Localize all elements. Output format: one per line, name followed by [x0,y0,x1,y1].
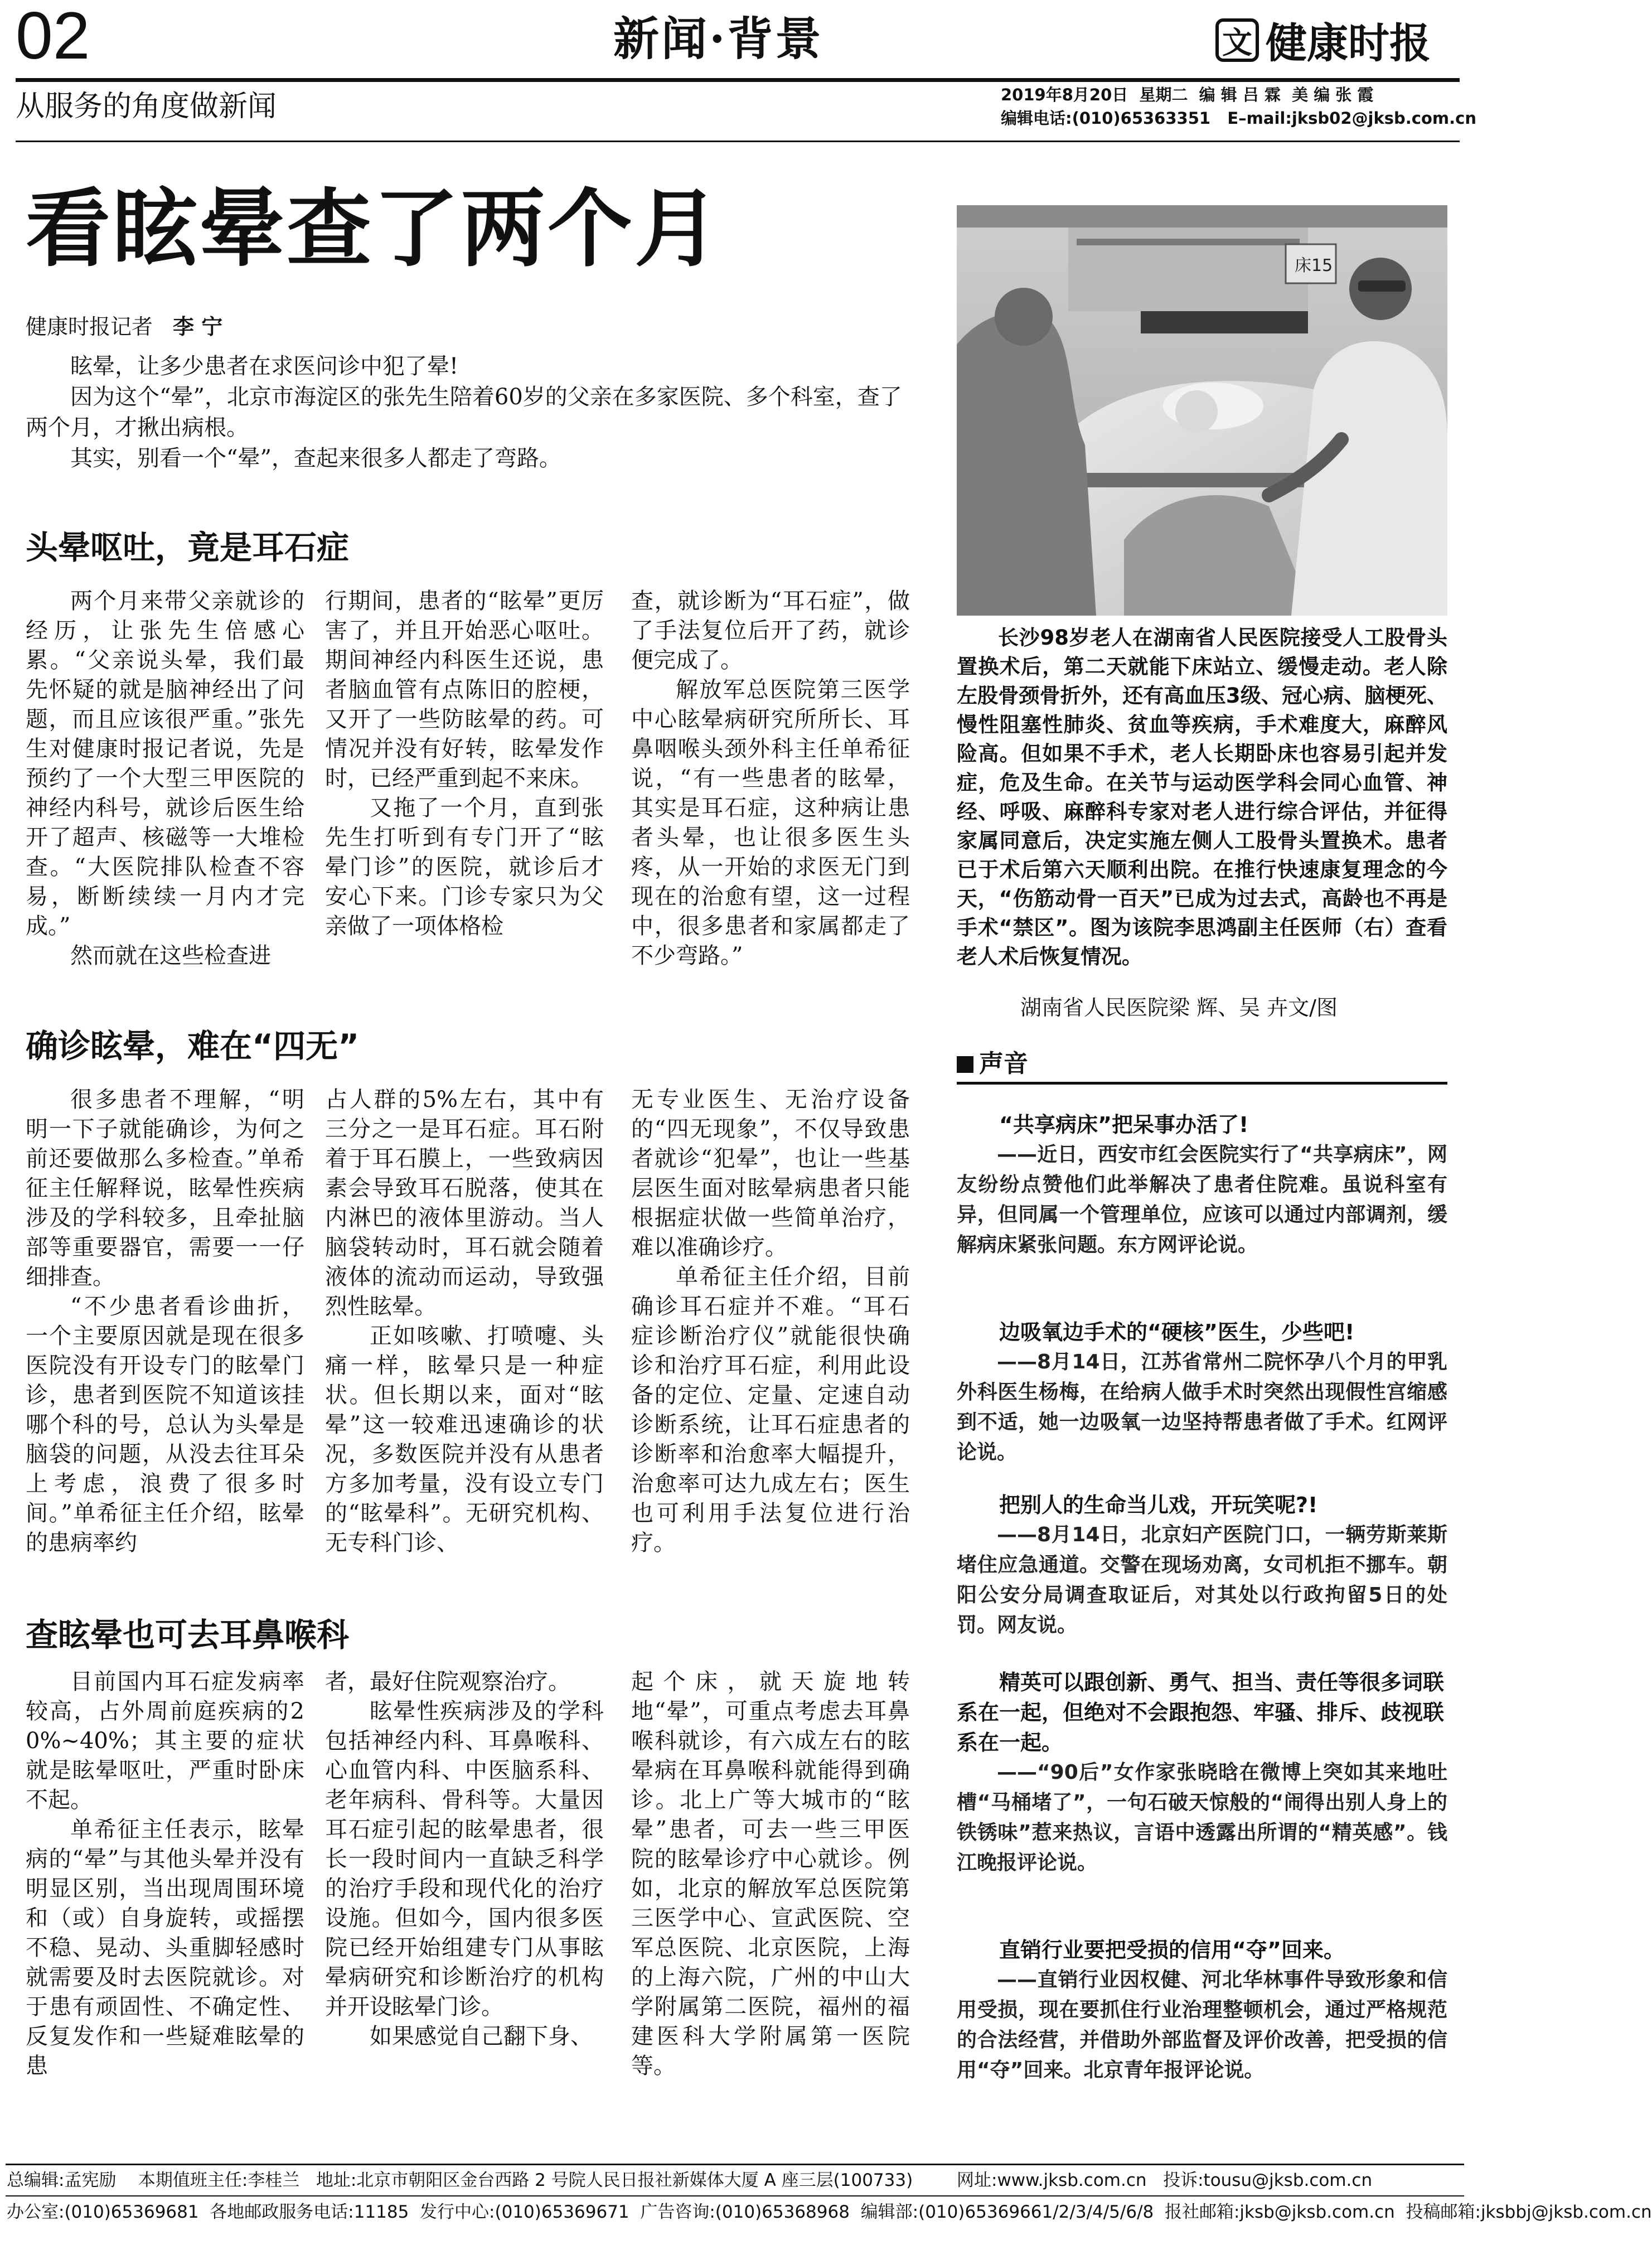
paragraph: 两个月来带父亲就诊的经历，让张先生倍感心累。“父亲说头晕，我们最先怀疑的就是脑神经出了问题，而且应该很严重。”张先生对健康时报记者说，先是预约了一个大型三甲医院的神经内科号，就诊后医生给开了超声、核磁等一大堆检查。“大医院排队检查不容易，断断续续一月内才完成。” [26,588,304,939]
intro-paragraph: 其实，别看一个“晕”，查起来很多人都走了弯路。 [70,446,561,471]
section-heading-1: 头晕呕吐，竟是耳石症 [26,529,350,567]
logo-mark-icon: 文 [1215,18,1259,62]
header-rule [16,141,1460,142]
paragraph: 然而就在这些检查进 [70,943,271,969]
footer-line-1: 总编辑:孟宪励 本期值班主任:李桂兰 地址:北京市朝阳区金台西路 2 号院人民日报社新媒体大厦 A 座三层(100733) 网址:www.jksb.com.cn 投诉:tousu@jksb.com.cn [7,2170,1373,2190]
voice-title: 直销行业要把受损的信用“夺”回来。 [999,1938,1345,1962]
voice-body: ——直销行业因权健、河北华林事件导致形象和信用受损，现在要抓住行业治理整顿机会，通过严格规范的合法经营，并借助外部监督及评价改善，把受损的信用“夺”回来。北京青年报评论说。 [957,1968,1447,2082]
section-1-column-2 [325,587,604,941]
intro-paragraph: 眩晕，让多少患者在求医问诊中犯了晕! [70,354,459,379]
masthead-rule [16,78,1460,82]
voice-body: ——8月14日，北京妇产医院门口，一辆劳斯莱斯堵住应急通道。交警在现场劝离，女司机拒不挪车。朝阳公安分局调查取证后，对其处以行政拘留5日的处罚。网友说。 [957,1523,1447,1637]
editor-contact: 编辑电话:(010)65363351 E–mail:jksb02@jksb.com.cn [1001,109,1476,128]
voice-item [957,1667,1447,1878]
article-intro [26,351,923,474]
section-3-column-2 [325,1667,604,2052]
voices-heading-label: 声音 [979,1049,1028,1078]
hospital-ward-photo [957,205,1447,616]
section-3-column-3 [631,1667,910,2081]
voice-title: 把别人的生命当儿戏，开玩笑呢?! [999,1493,1318,1517]
paragraph: 眩晕性疾病涉及的学科包括神经内科、耳鼻喉科、心血管内科、中医脑系科、老年病科、骨科等。大量因耳石症引起的眩晕患者，很长一段时间内一直缺乏科学的治疗手段和现代化的治疗设施。但如今，国内很多医院已经开始组建专门从事眩晕病研究和诊断治疗的机构并开设眩晕门诊。 [325,1699,604,2020]
voice-item [957,1935,1447,2086]
footer-rule [6,2164,1464,2165]
voice-title: 边吸氧边手术的“硬核”医生，少些吧! [999,1320,1355,1344]
logo-text: 健康时报 [1266,20,1431,67]
photo-credit: 湖南省人民医院梁 辉、吴 卉文/图 [1020,995,1338,1020]
section-2-column-3 [631,1085,910,1558]
paragraph: 很多患者不理解，“明明一下子就能确诊，为何之前还要做那么多检查。”单希征主任解释说，眩晕性疾病涉及的学科较多，且牵扯脑部等重要器官，需要一一仔细排查。 [26,1087,304,1290]
issue-date-editors: 2019年8月20日 星期二 编 辑 吕 霖 美 编 张 霞 [1001,85,1374,104]
bed-number-sign: 床15 [1295,256,1333,275]
page-number: 02 [16,0,90,73]
voice-item [957,1110,1447,1260]
byline-label: 健康时报记者 [26,315,153,339]
paragraph: 目前国内耳石症发病率较高，占外周前庭疾病的20%~40%；其主要的症状就是眩晕呕吐，严重时卧床不起。 [26,1669,304,1813]
paragraph: 无专业医生、无治疗设备的“四无现象”，不仅导致患者就诊“犯晕”，也让一些基层医生面对眩晕病患者只能根据症状做一些简单治疗，难以准确诊疗。 [631,1087,910,1260]
paragraph: 单希征主任介绍，目前确诊耳石症并不难。“耳石症诊断治疗仪”就能很快确诊和治疗耳石症，利用此设备的定位、定量、定速自动诊断系统，让耳石症患者的诊断率和治愈率大幅提升，治愈率可达九成左右；医生也可利用手法复位进行治疗。 [631,1264,910,1556]
square-bullet-icon [957,1056,973,1073]
voice-body: ——近日，西安市红会医院实行了“共享病床”，网友纷纷点赞他们此举解决了患者住院难。虽说科室有异，但同属一个管理单位，应该可以通过内部调剂，缓解病床紧张问题。东方网评论说。 [957,1143,1447,1256]
section-2-column-1 [26,1085,304,1558]
footer-line-2: 办公室:(010)65369681 各地邮政服务电话:11185 发行中心:(010)65369671 广告咨询:(010)65368968 编辑部:(010)65369661/2/3/4/5/6/8 报社邮箱:jksb@jksb.com.cn 投稿邮箱:jksbbj@jksb.com.cn [7,2202,1652,2222]
paragraph: “不少患者看诊曲折，一个主要原因就是现在很多医院没有开设专门的眩晕门诊，患者到医院不知道该挂哪个科的号，总认为头晕是脑袋的问题，从没去往耳朵上考虑，浪费了很多时间。”单希征主任介绍，眩晕的患病率约 [26,1294,304,1556]
newspaper-logo [1215,12,1431,68]
paragraph: 正如咳嗽、打喷嚏、头痛一样，眩晕只是一种症状。但长期以来，面对“眩晕”这一较难迅速确诊的状况，多数医院并没有从患者方多加考量，没有设立专门的“眩晕科”。无研究机构、无专科门诊、 [325,1323,604,1556]
byline [26,310,222,343]
voice-body: ——8月14日，江苏省常州二院怀孕八个月的甲乳外科医生杨梅，在给病人做手术时突然出现假性宫缩感到不适，她一边吸氧一边坚持帮患者做了手术。红网评论说。 [957,1351,1447,1464]
section-1-column-1 [26,587,304,971]
paragraph: 解放军总医院第三医学中心眩晕病研究所所长、耳鼻咽喉头颈外科主任单希征说，“有一些患者的眩晕，其实是耳石症，这种病让患者头晕，也让很多医生头疼，从一开始的求医无门到现在的治愈有望，这一过程中，很多患者和家属都走了不少弯路。” [631,677,910,969]
slogan: 从服务的角度做新闻 [16,90,277,123]
paragraph: 查，就诊断为“耳石症”，做了手法复位后开了药，就诊便完成了。 [631,588,910,673]
article-headline: 看眩晕查了两个月 [26,178,721,278]
paragraph: 如果感觉自己翻下身、 [370,2024,593,2049]
paragraph: 者，最好住院观察治疗。 [325,1669,570,1695]
paragraph: 行期间，患者的“眩晕”更厉害了，并且开始恶心呕吐。期间神经内科医生还说，患者脑血管有点陈旧的腔梗，又开了一些防眩晕的药。可情况并没有好转，眩晕发作时，已经严重到起不来床。 [325,588,604,791]
voice-title: 精英可以跟创新、勇气、担当、责任等很多词联系在一起，但绝对不会跟抱怨、牢骚、排斥、歧视联系在一起。 [957,1670,1445,1755]
photo-caption [957,623,1447,971]
paragraph: 单希征主任表示，眩晕病的“晕”与其他头晕并没有明显区别，当出现周围环境和（或）自身旋转，或摇摆不稳、晃动、头重脚轻感时就需要及时去医院就诊。对于患有顽固性、不确定性、反复发作和一些疑难眩晕的患 [26,1817,304,2079]
section-heading-3: 查眩晕也可去耳鼻喉科 [26,1616,350,1654]
voices-heading [957,1048,1447,1085]
section-1-column-3 [631,587,910,971]
section-2-column-2 [325,1085,604,1558]
section-3-column-1 [26,1667,304,2081]
byline-name: 李 宁 [173,315,223,339]
news-photo [957,205,1447,616]
section-title: 新闻·背景 [613,12,823,66]
voice-title: “共享病床”把呆事办活了! [999,1112,1249,1137]
footer-rule [6,2195,1464,2196]
voice-body: ——“90后”女作家张晓晗在微博上突如其来地吐槽“马桶堵了”，一句石破天惊般的“闹得出别人身上的铁锈味”惹来热议，言语中透露出所谓的“精英感”。钱江晚报评论说。 [957,1761,1447,1874]
caption-text: 长沙98岁老人在湖南省人民医院接受人工股骨头置换术后，第二天就能下床站立、缓慢走动。老人除左股骨颈骨折外，还有高血压3级、冠心病、脑梗死、慢性阻塞性肺炎、贫血等疾病，手术难度大，麻醉风险高。但如果不手术，老人长期卧床也容易引起并发症，危及生命。在关节与运动医学科会同心血管、神经、呼吸、麻醉科专家对老人进行综合评估，并征得家属同意后，决定实施左侧人工股骨头置换术。患者已于术后第六天顺利出院。在推行快速康复理念的今天，“伤筋动骨一百天”已成为过去式，高龄也不再是手术“禁区”。图为该院李思鸿副主任医师（右）查看老人术后恢复情况。 [957,626,1447,969]
intro-paragraph: 因为这个“晕”，北京市海淀区的张先生陪着60岁的父亲在多家医院、多个科室，查了两个月，才揪出病根。 [26,384,902,441]
voice-item [957,1490,1447,1641]
paragraph: 占人群的5%左右，其中有三分之一是耳石症。耳石附着于耳石膜上，一些致病因素会导致耳石脱落，使其在内淋巴的液体里游动。当人脑袋转动时，耳石就会随着液体的流动而运动，导致强烈性眩晕。 [325,1087,604,1319]
voice-item [957,1317,1447,1468]
section-heading-2: 确诊眩晕，难在“四无” [26,1027,360,1065]
paragraph: 起个床，就天旋地转地“晕”，可重点考虑去耳鼻喉科就诊，有六成左右的眩晕病在耳鼻喉科就能得到确诊。北上广等大城市的“眩晕”患者，可去一些三甲医院的眩晕诊疗中心就诊。例如，北京的解放军总医院第三医学中心、宣武医院、空军总医院、北京医院，上海的上海六院，广州的中山大学附属第二医院，福州的福建医科大学附属第一医院等。 [631,1669,910,2079]
paragraph: 又拖了一个月，直到张先生打听到有专门开了“眩晕门诊”的医院，就诊后才安心下来。门诊专家只为父亲做了一项体格检 [325,795,604,939]
